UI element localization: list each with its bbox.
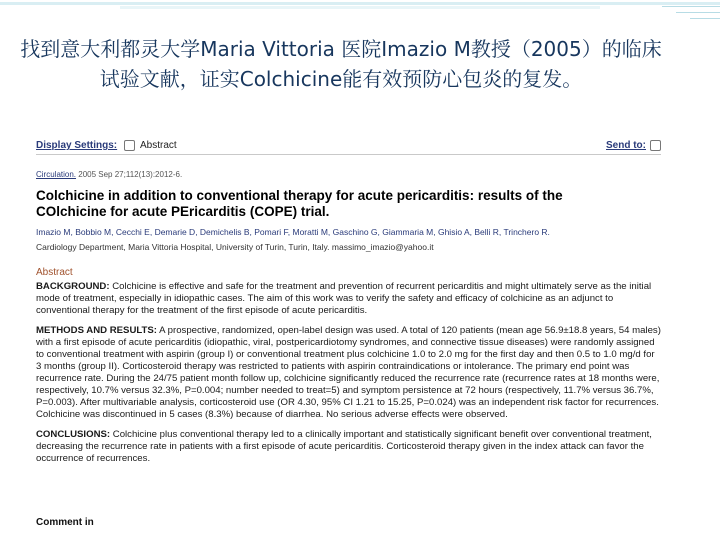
authors-links[interactable]: Imazio M, Bobbio M, Cecchi E, Demarie D, Demichelis B, Pomari F, Moratti M, Gaschino G, Giammaria M, Ghisio A, Belli R, Trinchero R. xyxy=(36,227,550,237)
section-label: METHODS AND RESULTS: xyxy=(36,325,157,336)
abstract-section xyxy=(36,281,661,317)
display-settings-dropdown-icon[interactable] xyxy=(124,140,135,151)
section-label: BACKGROUND: xyxy=(36,281,110,292)
abstract-body xyxy=(36,281,661,473)
section-text: Colchicine is effective and safe for the treatment and prevention of recurrent pericarditis and might ultimately serve as the initial mode of treatment, especially in idiopathic cases. The aim of this work was to verify the safety and efficacy of colchicine as an adjunct to conventional therapy for the treatment of the first episode of acute pericarditis. xyxy=(36,281,652,316)
top-decoration xyxy=(0,0,720,10)
section-text: A prospective, randomized, open-label design was used. A total of 120 patients (mean age 56.9±18.8 years, 54 males) with a first episode of acute pericarditis (idiopathic, viral, postpericardiotomy syndromes, and connective tissue diseases) were randomly assigned to conventional treatment with aspirin (group I) or conventional treatment plus colchicine 1.0 to 2.0 mg for the first day and then 0.5 to 1.0 mg/d for 3 months (group II). Corticosteroid therapy was restricted to patients with aspirin contraindications or intolerance. The primary end point was recurrence rate. During the 24/75 patient month follow up, colchicine significantly reduced the recurrence rate (recurrence rates at 18 months were, respectively, 10.7% versus 32.3%, P=0.004; number needed to treat=5) and symptom persistence at 72 hours (respectively, 11.7% versus 36.7%, P=0.003). After multivariable analysis, corticosteroid use (OR 4.30, 95% CI 1.21 to 15.25, P=0.024) was an independent risk factor for recurrences. Colchicine was discontinued in 5 cases (8.3%) because of diarrhea. No serious adverse effects were observed. xyxy=(36,325,661,420)
pubmed-abstract-screenshot xyxy=(31,132,666,527)
journal-link[interactable]: Circulation. xyxy=(36,170,77,179)
send-to-dropdown-icon[interactable] xyxy=(650,140,661,151)
corner-decoration xyxy=(660,0,720,30)
abstract-section xyxy=(36,325,661,421)
abstract-heading: Abstract xyxy=(36,267,73,278)
article-title: Colchicine in addition to conventional therapy for acute pericarditis: results of the COlchicine for acute PEricarditis (COPE) trial. xyxy=(36,188,563,219)
citation-details: 2005 Sep 27;112(13):2012-6. xyxy=(76,170,183,179)
section-text: Colchicine plus conventional therapy led to a clinically important and statistically significant benefit over conventional treatment, decreasing the recurrence rate in patients with a first episode of acute pericarditis. Corticosteroid therapy given in the index attack can favor the occurrence of recurrences. xyxy=(36,429,652,464)
section-label: CONCLUSIONS: xyxy=(36,429,111,440)
display-settings-bar xyxy=(36,138,661,155)
display-settings-value: Abstract xyxy=(140,140,177,151)
affiliation: Cardiology Department, Maria Vittoria Hospital, University of Turin, Turin, Italy. massimo_imazio@yahoo.it xyxy=(36,242,434,252)
author-list xyxy=(36,227,661,237)
slide-title: 找到意大利都灵大学Maria Vittoria 医院Imazio M教授（2005）的临床试验文献，证实Colchicine能有效预防心包炎的复发。 xyxy=(20,37,662,91)
display-settings-link[interactable]: Display Settings: xyxy=(36,140,118,151)
comment-in-heading: Comment in xyxy=(36,517,94,527)
citation xyxy=(36,170,182,179)
abstract-section xyxy=(36,429,661,465)
send-to-link[interactable]: Send to: xyxy=(606,140,646,151)
